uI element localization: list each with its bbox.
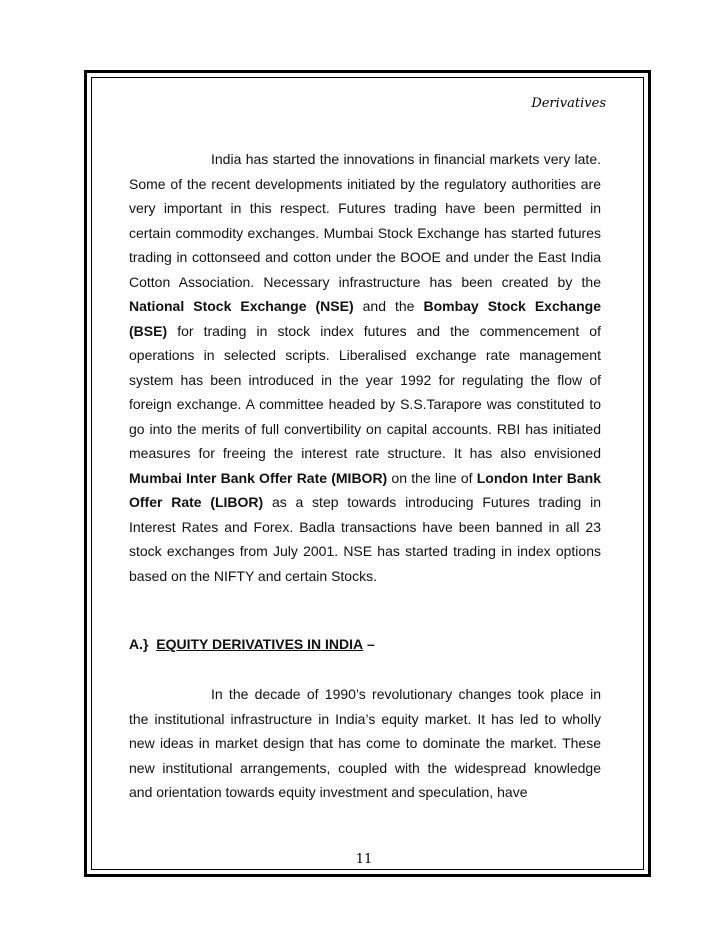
paragraph-1-text-2: and the [353,298,424,314]
body-paragraph-2 [129,682,601,805]
section-prefix: A.} [129,636,149,652]
paragraph-1-text-5: as a step towards introducing Futures trading in Interest Rates and Forex. Badla transactions have been banned in all 23 stock exchanges from July 2001. NSE has started trading in index options based on the NIFTY and certain Stocks. [129,494,602,584]
section-heading-equity-derivatives [129,636,375,652]
nse-term: National Stock Exchange (NSE) [129,298,354,314]
page-number: 11 [355,852,373,867]
mibor-term: Mumbai Inter Bank Offer Rate (MIBOR) [129,469,388,486]
libor-term: London Inter Bank Offer Rate (LIBOR) [129,469,601,510]
paragraph-1-text-3: for trading in stock index futures and the commencement of operations in selected scripts. Liberalised exchange rate management system has been introduced in the year 1992 for regulating the flow of foreign exchange. A committee headed by S.S.Tarapore was constituted to go into the merits of full convertibility on capital accounts. RBI has initiated measures for freeing the interest rate structure. It has also envisioned [129,322,601,461]
section-title: EQUITY DERIVATIVES IN INDIA [156,636,364,652]
paragraph-1-text-1: India has started the innovations in financial markets very late. Some of the recent developments initiated by the regulatory authorities are very important in this respect. Futures trading have been permitted in certain commodity exchanges. Mumbai Stock Exchange has started futures trading in cottonseed and cotton under the BOOE and under the East India Cotton Association. Necessary infrastructure has been created by the [129,151,601,290]
running-header-title: Derivatives [531,96,606,111]
body-paragraph-1 [129,147,601,588]
paragraph-1-text-4: on the line of [387,469,477,486]
section-suffix: – [367,636,375,652]
bse-term: Bombay Stock Exchange (BSE) [129,298,601,339]
paragraph-2-text: In the decade of 1990’s revolutionary changes took place in the institutional infrastructure in India’s equity market. It has led to wholly new ideas in market design that has come to dominate the market. These new institutional arrangements, coupled with the widespread knowledge and orientation towards equity investment and speculation, have [129,686,601,800]
